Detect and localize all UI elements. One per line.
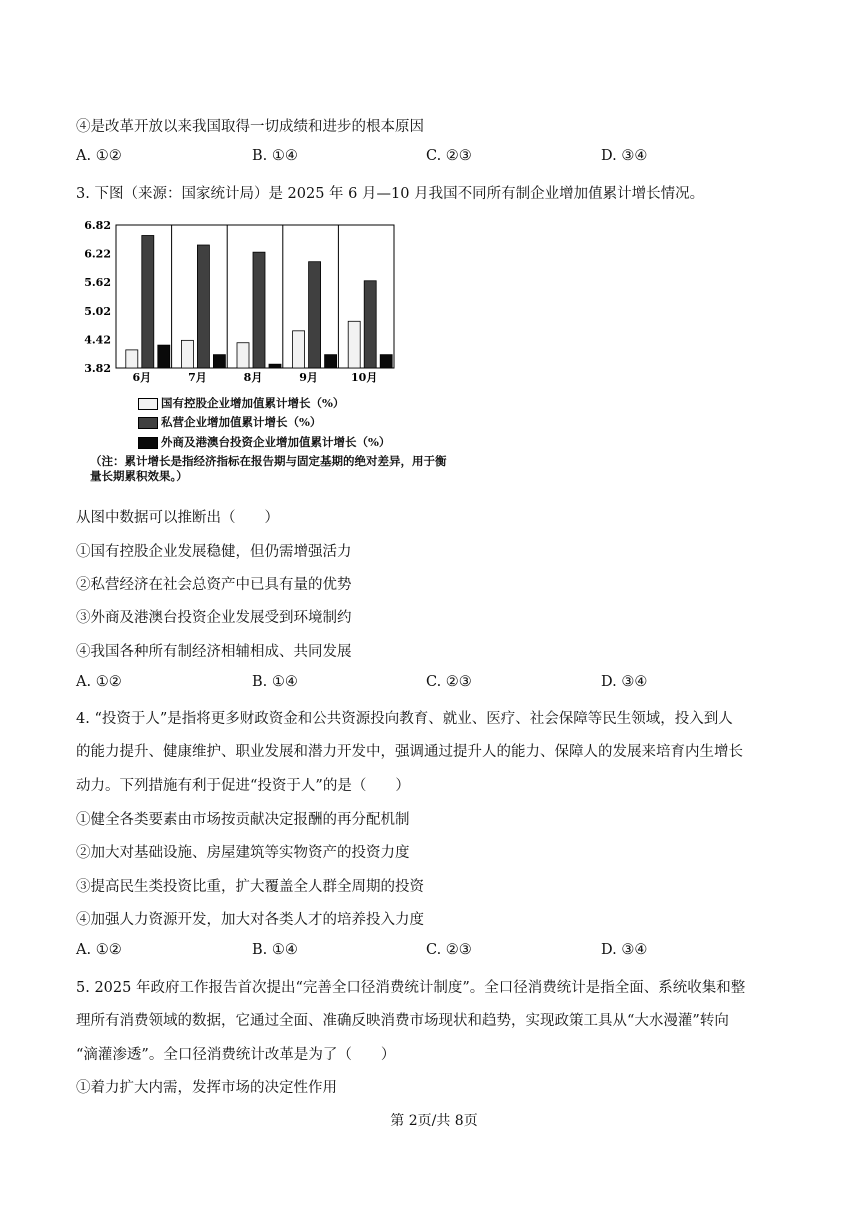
y-tick-label: 3.82 bbox=[84, 362, 111, 375]
bar-private bbox=[142, 235, 154, 368]
bar-private bbox=[253, 252, 265, 368]
q3-item-3: ③外商及港澳台投资企业发展受到环境制约 bbox=[76, 610, 352, 626]
q4-stem-line-1: 4. “投资于人”是指将更多财政资金和公共资源投向教育、就业、医疗、社会保障等民生领域，投入到人 bbox=[76, 711, 733, 727]
bar-state bbox=[237, 343, 249, 368]
q3-item-4: ④我国各种所有制经济相辅相成、共同发展 bbox=[76, 644, 352, 660]
option-b: B. ①④ bbox=[252, 942, 298, 958]
y-tick-label: 4.42 bbox=[84, 333, 111, 347]
q5-stem-line-3: “滴灌渗透”。全口径消费统计改革是为了（ ） bbox=[76, 1047, 396, 1063]
option-d: D. ③④ bbox=[601, 674, 648, 690]
bar-state bbox=[348, 321, 360, 368]
option-c: C. ②③ bbox=[426, 674, 472, 690]
q4-item-1: ①健全各类要素由市场按贡献决定报酬的再分配机制 bbox=[76, 812, 410, 828]
q3-item-1: ①国有控股企业发展稳健，但仍需增强活力 bbox=[76, 544, 352, 560]
option-c: C. ②③ bbox=[426, 148, 472, 164]
bar-foreign bbox=[269, 364, 281, 368]
q4-item-3: ③提高民生类投资比重，扩大覆盖全人群全周期的投资 bbox=[76, 879, 424, 895]
legend-swatch-private bbox=[138, 417, 158, 429]
q5-stem-line-1: 5. 2025 年政府工作报告首次提出“完善全口径消费统计制度”。全口径消费统计是指全面、系统收集和整 bbox=[76, 980, 746, 996]
q3-item-2: ②私营经济在社会总资产中已具有量的优势 bbox=[76, 577, 352, 593]
y-tick-label: 5.62 bbox=[84, 276, 111, 290]
bar-state bbox=[293, 331, 305, 368]
bar-private bbox=[364, 281, 376, 368]
bar-state bbox=[126, 350, 138, 368]
legend-label-state: 国有控股企业增加值累计增长（%） bbox=[161, 396, 345, 410]
q2-item-4: ④是改革开放以来我国取得一切成绩和进步的根本原因 bbox=[76, 119, 424, 135]
x-tick-label: 7月 bbox=[188, 371, 207, 384]
legend-swatch-state bbox=[138, 398, 158, 410]
bar-foreign bbox=[213, 355, 225, 368]
bar-foreign bbox=[325, 355, 337, 368]
y-tick-label: 5.02 bbox=[84, 304, 111, 318]
y-tick-label: 6.22 bbox=[84, 247, 111, 261]
q4-item-4: ④加强人力资源开发，加大对各类人才的培养投入力度 bbox=[76, 912, 424, 928]
x-tick-label: 9月 bbox=[299, 371, 318, 384]
q3-stem: 3. 下图（来源：国家统计局）是 2025 年 6 月—10 月我国不同所有制企业增加值累计增长情况。 bbox=[76, 186, 705, 202]
bar-state bbox=[181, 340, 193, 368]
option-a: A. ①② bbox=[76, 148, 122, 164]
legend-label-private: 私营企业增加值累计增长（%） bbox=[161, 415, 322, 429]
legend-label-foreign: 外商及港澳台投资企业增加值累计增长（%） bbox=[161, 435, 391, 449]
bar-private bbox=[309, 262, 321, 368]
legend-item-private bbox=[138, 414, 321, 430]
bar-private bbox=[197, 245, 209, 368]
option-c: C. ②③ bbox=[426, 942, 472, 958]
q4-stem-line-2: 的能力提升、健康维护、职业发展和潜力开发中，强调通过提升人的能力、保障人的发展来培育内生增长 bbox=[76, 744, 743, 760]
option-a: A. ①② bbox=[76, 674, 122, 690]
option-b: B. ①④ bbox=[252, 674, 298, 690]
page-footer: 第 2页/共 8页 bbox=[390, 1113, 478, 1129]
q5-item-1: ①着力扩大内需，发挥市场的决定性作用 bbox=[76, 1080, 337, 1096]
bar-foreign bbox=[380, 355, 392, 368]
legend-item-foreign bbox=[138, 434, 390, 450]
x-tick-label: 10月 bbox=[351, 371, 378, 384]
option-a: A. ①② bbox=[76, 942, 122, 958]
q4-stem-line-3: 动力。下列措施有利于促进“投资于人”的是（ ） bbox=[76, 778, 410, 794]
q3-prompt: 从图中数据可以推断出（ ） bbox=[76, 510, 279, 526]
option-d: D. ③④ bbox=[601, 942, 648, 958]
ownership-growth-chart bbox=[76, 213, 447, 488]
legend-item-state bbox=[138, 395, 344, 411]
chart-note: （注：累计增长是指经济指标在报告期与固定基期的绝对差异，用于衡量长期累积效果。） bbox=[90, 454, 447, 483]
option-d: D. ③④ bbox=[601, 148, 648, 164]
y-tick-label: 6.82 bbox=[84, 219, 111, 232]
x-tick-label: 8月 bbox=[243, 371, 263, 384]
q4-item-2: ②加大对基础设施、房屋建筑等实物资产的投资力度 bbox=[76, 845, 410, 861]
legend-swatch-foreign bbox=[138, 437, 158, 449]
q5-stem-line-2: 理所有消费领域的数据，它通过全面、准确反映消费市场现状和趋势，实现政策工具从“大水漫灌”转向 bbox=[76, 1013, 729, 1029]
bar-foreign bbox=[158, 345, 170, 368]
bar-chart-svg bbox=[76, 213, 436, 393]
option-b: B. ①④ bbox=[252, 148, 298, 164]
x-tick-label: 6月 bbox=[132, 371, 152, 384]
